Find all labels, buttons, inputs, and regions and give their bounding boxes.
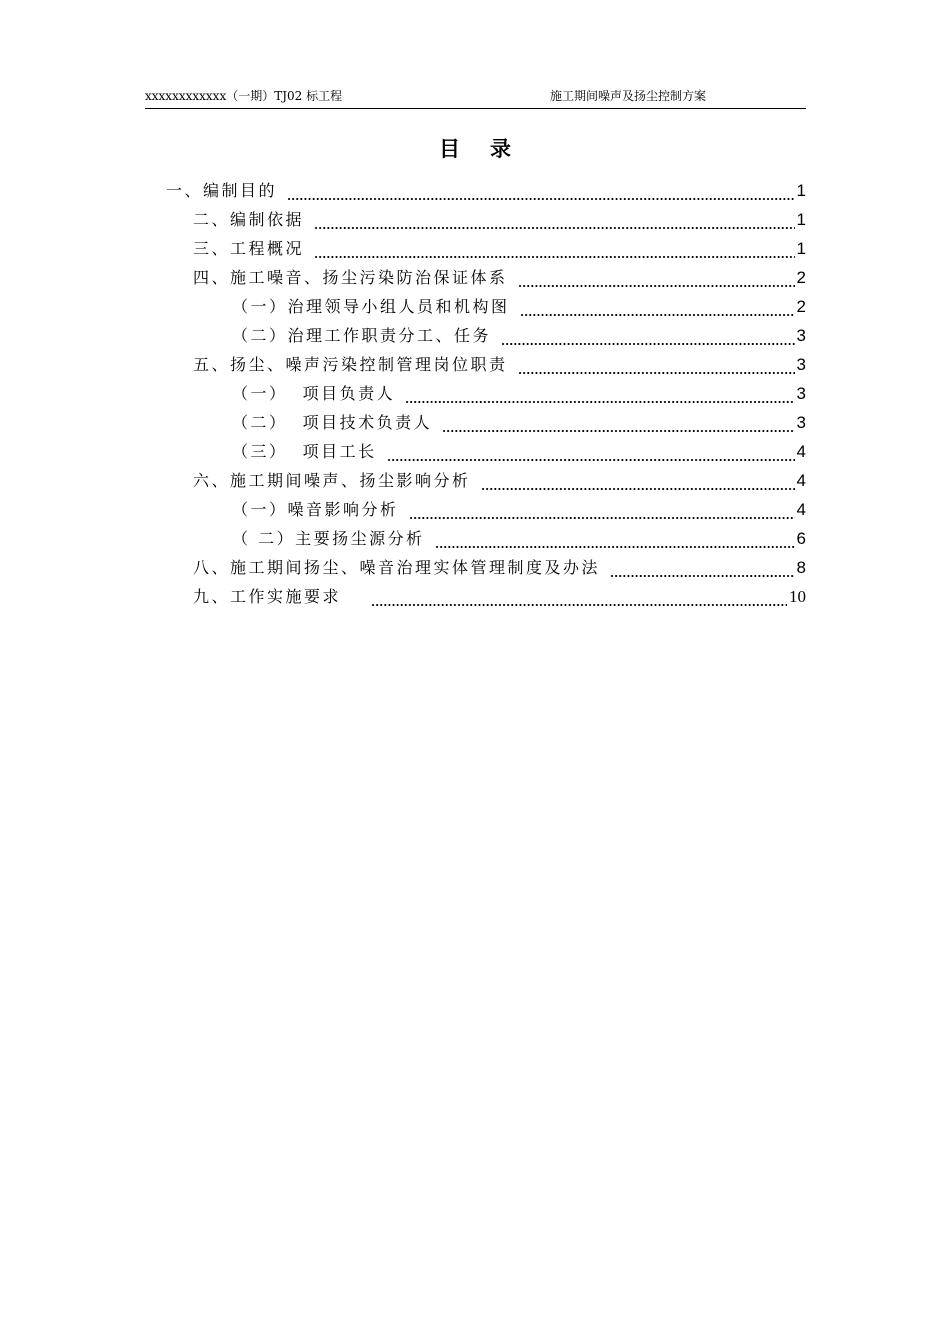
toc-entry[interactable]	[193, 235, 806, 263]
toc-entry-label: （二）治理工作职责分工、任务	[232, 326, 492, 345]
toc-entry-label: （一）噪音影响分析	[232, 500, 399, 519]
toc-dot-leader	[435, 535, 795, 549]
toc-entry-page: 4	[796, 471, 806, 490]
toc-entry-label: 三、工程概况	[193, 239, 305, 258]
toc-entry[interactable]	[232, 380, 806, 408]
toc-dot-leader	[287, 187, 795, 201]
toc-title: 目录	[439, 137, 541, 161]
toc-dot-leader	[518, 274, 795, 288]
toc-entry-page: 3	[796, 355, 806, 374]
toc-entry[interactable]	[193, 467, 806, 495]
toc-dot-leader	[481, 477, 795, 491]
toc-entry[interactable]	[232, 293, 806, 321]
toc-entry[interactable]	[232, 322, 806, 350]
toc-entry-label: （三） 项目工长	[232, 442, 377, 461]
toc-entry-page: 8	[796, 558, 806, 577]
header-project-name: xxxxxxxxxxxx（一期）TJ02 标工程	[145, 89, 343, 103]
toc-dot-leader	[314, 245, 795, 259]
toc-entry-page: 1	[796, 210, 806, 229]
toc-entry-page: 6	[796, 529, 806, 548]
toc-dot-leader	[371, 593, 787, 607]
toc-entry-page: 2	[796, 268, 806, 287]
toc-dot-leader	[501, 332, 795, 346]
toc-dot-leader	[405, 390, 794, 404]
toc-entry-label: 九、工作实施要求	[193, 587, 342, 606]
toc-entry[interactable]	[193, 583, 806, 611]
toc-entry-label: （一）治理领导小组人员和机构图	[232, 297, 510, 316]
toc-entry-label: 二、编制依据	[193, 210, 305, 229]
toc-dot-leader	[610, 564, 795, 578]
toc-entry[interactable]	[232, 409, 806, 437]
page-header	[145, 86, 806, 109]
toc-entry-page: 1	[796, 239, 806, 258]
toc-dot-leader	[387, 448, 795, 462]
toc-entry-page: 3	[796, 384, 806, 403]
toc-entry[interactable]	[193, 554, 806, 582]
toc-entry-label: 四、施工噪音、扬尘污染防治保证体系	[193, 268, 508, 287]
toc-entry[interactable]	[193, 351, 806, 379]
toc-entry-page: 1	[796, 181, 806, 200]
toc-entry-page: 3	[796, 413, 806, 432]
toc-dot-leader	[520, 303, 795, 317]
toc-entry-page: 4	[796, 442, 806, 461]
toc-entry-label: 一、编制目的	[166, 181, 278, 200]
toc-dot-leader	[409, 506, 795, 520]
toc-dot-leader	[314, 216, 795, 230]
toc-entry-page: 3	[796, 326, 806, 345]
toc-entry-label: 八、施工期间扬尘、噪音治理实体管理制度及办法	[193, 558, 601, 577]
toc-entry-page: 2	[796, 297, 806, 316]
toc-dot-leader	[442, 419, 794, 433]
toc-entry[interactable]	[232, 438, 806, 466]
header-document-title: 施工期间噪声及扬尘控制方案	[550, 89, 707, 103]
toc-entry[interactable]	[193, 206, 806, 234]
toc-dot-leader	[518, 361, 795, 375]
toc-entry[interactable]	[232, 525, 806, 553]
toc-entry-label: （二） 项目技术负责人	[232, 413, 433, 432]
toc-entry-label: （一） 项目负责人	[232, 384, 396, 403]
toc-entry[interactable]	[232, 496, 806, 524]
toc-entry-label: 六、施工期间噪声、扬尘影响分析	[193, 471, 471, 490]
toc-entry-page: 4	[796, 500, 806, 519]
toc-entry[interactable]	[193, 264, 806, 292]
toc-entry-label: （ 二）主要扬尘源分析	[232, 529, 425, 548]
toc-entry-page: 10	[789, 587, 806, 606]
toc-entry[interactable]	[166, 177, 806, 205]
toc-entry-label: 五、扬尘、噪声污染控制管理岗位职责	[193, 355, 508, 374]
